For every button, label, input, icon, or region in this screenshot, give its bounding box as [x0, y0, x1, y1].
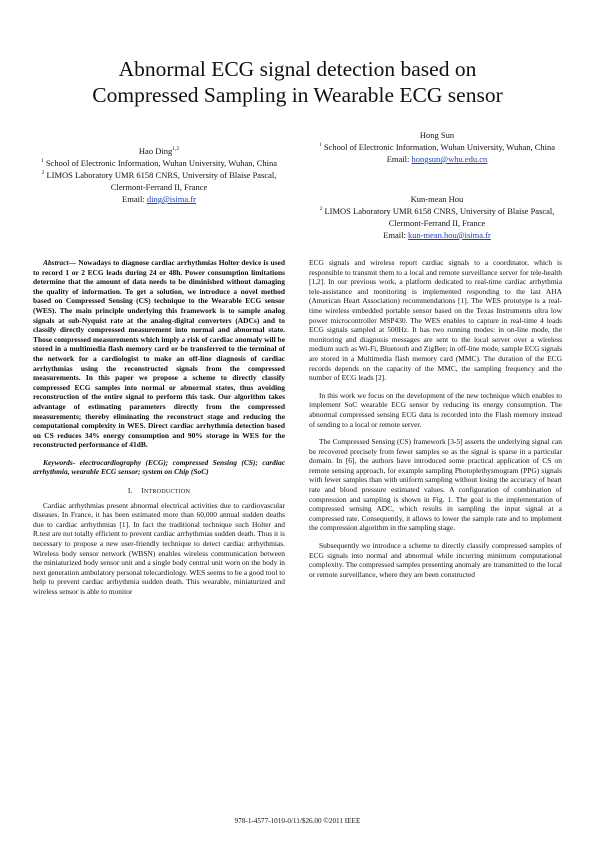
affiliation-1: $^1$ School of Electronic Information, Wuhan University, Wuhan, China — [318, 142, 556, 152]
keywords: Keywords- electrocardiography (ECG); compressed Sensing (CS); cardiac arrhythmia, wearable ECG sensor; system on Chip (SoC) — [33, 457, 285, 477]
body-paragraph: In this work we focus on the development of the new technique which enables to implement SoC wearable ECG sensor by reducing its energy consumption. The abnormal compressed sensing ECG data is recorded into the Flash memory instead of sending to a local or remote server. — [309, 390, 562, 429]
copyright-footer: 978-1-4577-1010-0/11/$26.00 ©2011 IEEE — [234, 817, 361, 825]
abstract — [33, 258, 285, 450]
author-email-line: Email: ding@isima.fr — [122, 194, 196, 204]
author-email-link[interactable]: ding@isima.fr — [146, 194, 196, 204]
author-name: Kun-mean Hou — [410, 194, 464, 204]
author-email-link[interactable]: kun-mean.hou@isima.fr — [407, 230, 491, 240]
affiliation-2: $^2$ LIMOS Laboratory UMR 6158 CNRS, University of Blaise Pascal, Clermont-Ferrand II, France — [319, 206, 555, 228]
author-block-kun-mean-hou — [306, 193, 568, 241]
affiliation-2: $^2$ LIMOS Laboratory UMR 6158 CNRS, University of Blaise Pascal, Clermont-Ferrand II, France — [41, 170, 277, 192]
author-email-link[interactable]: hongsun@whu.edu.cn — [411, 154, 488, 164]
title-line-1: Abnormal ECG signal detection based on — [118, 57, 477, 81]
author-email-line: Email: hongsun@whu.edu.cn — [386, 154, 488, 164]
affiliation-1: $^1$ School of Electronic Information, Wuhan University, Wuhan, China — [40, 158, 278, 168]
right-column — [309, 258, 562, 579]
body-paragraph: ECG signals and wireless report cardiac signals to a coordinator, which is responsible to transmit them to a local and remote surveillance server for tele-health [1,2]. In our previous work, a platform dedicated to real-time cardiac arrhythmia tele-assistance and monitoring is implemented responding to the last AHA (American Heart Association) recommendations [1]. The WES prototype is a real-time wireless embedded portable sensor based on the Texas Instruments ultra low power microcontroller MSP430. The WES enables to capture in real-time 4 leads ECG signals sampled at 500Hz. It has two running modes: in on-line mode, the monitoring and diagnosis messages are sent to the local server over a wireless medium such as Wi-Fi, Bluetooth and ZigBee; in off-line mode, sample ECG signals are stored in a Multimedia flash memory card (MMC). The duration of the ECG records depends on the capacity of the MMC, the sampling frequency and the number of ECG leads [2]. — [309, 258, 562, 383]
intro-paragraph: Cardiac arrhythmias present abnormal electrical activities due to cardiovascular diseases. In France, it has been estimated more than 60,000 annual sudden deaths due to cardiac arrhythmias [1]. In fact the traditional technique such Holter and R.test are not totally efficient to prevent cardiac arrhythmias sudden death. Thus it is necessary to propose a new user-friendly technique to detect cardiac arrhythmias. Wireless body sensor network (WBSN) enables wireless communication between the miniaturized body sensor unit and a single body central unit worn on the body in next generation ambulatory personal telecardiology. WES seems to be a good tool to help to prevent cardiac arrhythmia sudden death. This wearable, miniaturized and wireless sensor is able to monitor — [33, 500, 285, 596]
body-paragraph: Subsequently we introduce a scheme to directly classify compressed samples of ECG signals into normal and abnormal while incurring minimum computational complexity. The compressed samples presenting anomaly are transmitted to the local or remote surveillance, where they are been constructed — [309, 541, 562, 579]
paper-title — [30, 56, 565, 108]
title-line-2: Compressed Sampling in Wearable ECG sensor — [92, 83, 503, 107]
abstract-lead: Abstract — [43, 258, 69, 267]
author-email-line: Email: kun-mean.hou@isima.fr — [383, 230, 491, 240]
author-name: Hao Ding$^{1,2}$ — [138, 146, 180, 156]
left-column — [33, 258, 285, 597]
abstract-text: — Nowadays to diagnose cardiac arrhythmias Holter device is used to record 1 or 2 ECG leads during 24 or 48h. Power consumption limitations determine that the amount of data needs to be diminished without damaging the quality of information. To get a solution, we introduce a novel method based on Compressed Sensing (CS) technique to the Wearable ECG sensor (WES). The main principle underlying this framework is to sample analog signals at sub-Nyquist rate at the analog-digital converters (ADCs) and to classify directly compressed measurement into normal and abnormal state. Those compressed measurements which imply a risk of cardiac anomaly will be stored in a multimedia flash memory card or be transferred to the terminal of the network for a cardiologist to make an off-line diagnosis of cardiac arrhythmias using the reconstructed signals from the compressed measurements. In this paper we propose a scheme to directly classify compressed ECG samples into normal or abnormal states, thus avoiding reconstruction of the entire signal to perform this task. Our algorithm takes advantage of estimating parameters directly from the compressed measurements; thereby eliminating the reconstruct stage and reducing the computational complexity in WES. Direct cardiac arrhythmia detection based on CS reduces 34% energy consumption and 90% storage in WES for the reconstructed performance of 41dB. — [33, 258, 285, 450]
body-paragraph: The Compressed Sensing (CS) framework [3-5] asserts the underlying signal can be recovered precisely from fewer samples so as the signal is sparse in a particular domain. In [6], the authors have introduced some practical application of CS on remote sensing approach, for example sampling Photoplethysmogram (PPG) signals with fewer samples than with uniform sampling without losing the accuracy of heart rate and blood pressure estimated values. A configuration of combination of compression and sampling is shown in Fig. 1. The goal is the implementation of compressed sensing ADC, which results in sampling the input signal at a compressed rate. Consequently, it allows to lower the sample rate and to implement the compression algorithm in the sampling stage. — [309, 437, 562, 533]
section-heading-introduction: I. INTRODUCTION — [127, 486, 191, 496]
author-name: Hong Sun — [419, 130, 455, 140]
author-block-hong-sun — [306, 129, 568, 165]
author-block-hao-ding — [30, 145, 288, 205]
